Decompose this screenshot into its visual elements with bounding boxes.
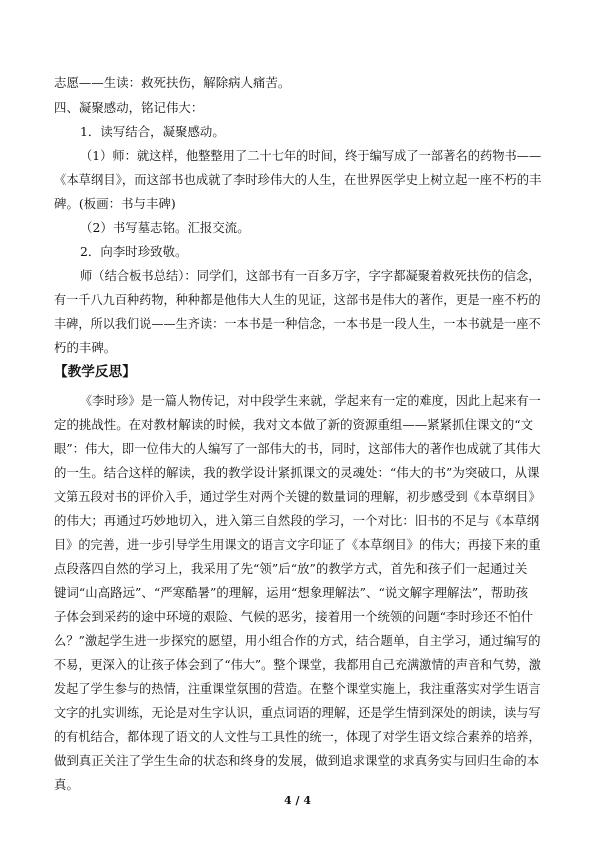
text-line: 的一生。结合这样的解读，我的教学设计紧抓课文的灵魂处：“伟大的书”为突破口，从课 — [54, 465, 540, 480]
text-line: 的伟大；再通过巧妙地切入，进入第三自然段的学习，一个对比：旧书的不足与《本草纲 — [54, 513, 540, 528]
text-line: 目》的完善，进一步引导学生用课文的语言文字印证了《本草纲目》的伟大；再接下来的重 — [54, 537, 541, 552]
text-line: 么？”激起学生进一步探究的愿望，用小组合作的方式，结合题单，自主学习，通过编写的 — [54, 633, 541, 648]
text-line: 点段落四自然的学习上，我采用了先“领”后“放”的教学方式，首先和孩子们一起通过关 — [54, 561, 528, 576]
text-line: 师（结合板书总结）：同学们，这部书有一百多万字，字字都凝聚着救死扶伤的信念， — [80, 268, 541, 283]
text-line: 键词“山高路远”、“严寒酷暑”的理解，运用“想象理解法”、“说文解字理解法”，帮助孩 — [54, 585, 529, 600]
sub-heading: 1．读写结合，凝聚感动。 — [80, 124, 225, 139]
sub-heading: 2．向李时珍致敬。 — [80, 244, 188, 259]
text-line: 碑。(板画：书与丰碑) — [54, 196, 176, 211]
text-line: 定的挑战性。在对教材解读的时候，我对文本做了新的资源重组——紧紧抓住课文的“文 — [54, 417, 534, 432]
text-line: 《李时珍》是一篇人物传记，对中段学生来就，学起来有一定的难度，因此上起来有一 — [80, 393, 541, 408]
text-line: 文第五段对书的评价入手，通过学生对两个关键的数量词的理解，初步感受到《本草纲目》 — [54, 489, 541, 504]
text-line: （1）师：就这样，他整整用了二十七年的时间，终于编写成了一部著名的药物书—— — [80, 148, 542, 163]
text-line: 眼”：伟大，即一位伟大的人编写了一部伟大的书，同时，这部伟大的著作也成就了其伟大 — [54, 441, 541, 456]
page-number: 4 / 4 — [284, 794, 311, 807]
text-line: （2）书写墓志铭。汇报交流。 — [80, 220, 250, 235]
text-line: 丰碑，所以我们说——生齐读：一本书是一种信念，一本书是一段人生，一本书就是一座不 — [54, 316, 541, 331]
reflection-heading: 【教学反思】 — [54, 364, 136, 380]
text-line: 的有机结合，都体现了语文的人文性与工具性的统一，体现了对学生语文综合素养的培养， — [54, 729, 541, 744]
text-line: 志愿——生读：救死扶伤，解除病人痛苦。 — [54, 75, 291, 90]
text-line: 不易，更深入的让孩子体会到了“伟大”。整个课堂，我都用自己充满激情的声音和气势，激 — [54, 657, 541, 672]
text-line: 做到真正关注了学生生命的状态和终身的发展，做到追求课堂的求真务实与回归生命的本 — [54, 753, 540, 768]
text-line: 《本草纲目》，而这部书也成就了李时珍伟大的人生，在世界医学史上树立起一座不朽的丰 — [54, 172, 542, 187]
text-line: 朽的丰碑。 — [54, 340, 117, 355]
text-line: 有一千八九百种药物，种种都是他伟大人生的见证，这部书是伟大的著作，更是一座不朽的 — [54, 292, 541, 307]
text-line: 真。 — [54, 777, 79, 792]
text-line: 文字的扎实训练，无论是对生字认识，重点词语的理解，还是学生情到深处的朗读，读与写 — [54, 705, 541, 720]
text-line: 发起了学生参与的热情，注重课堂氛围的营造。在整个课堂实施上，我注重落实对学生语言 — [54, 681, 541, 696]
text-line: 子体会到采药的途中环境的艰险、气候的恶劣，接着用一个统领的问题“李时珍还不怕什 — [54, 609, 534, 624]
section-heading: 四、凝聚感动，铭记伟大： — [54, 100, 204, 115]
